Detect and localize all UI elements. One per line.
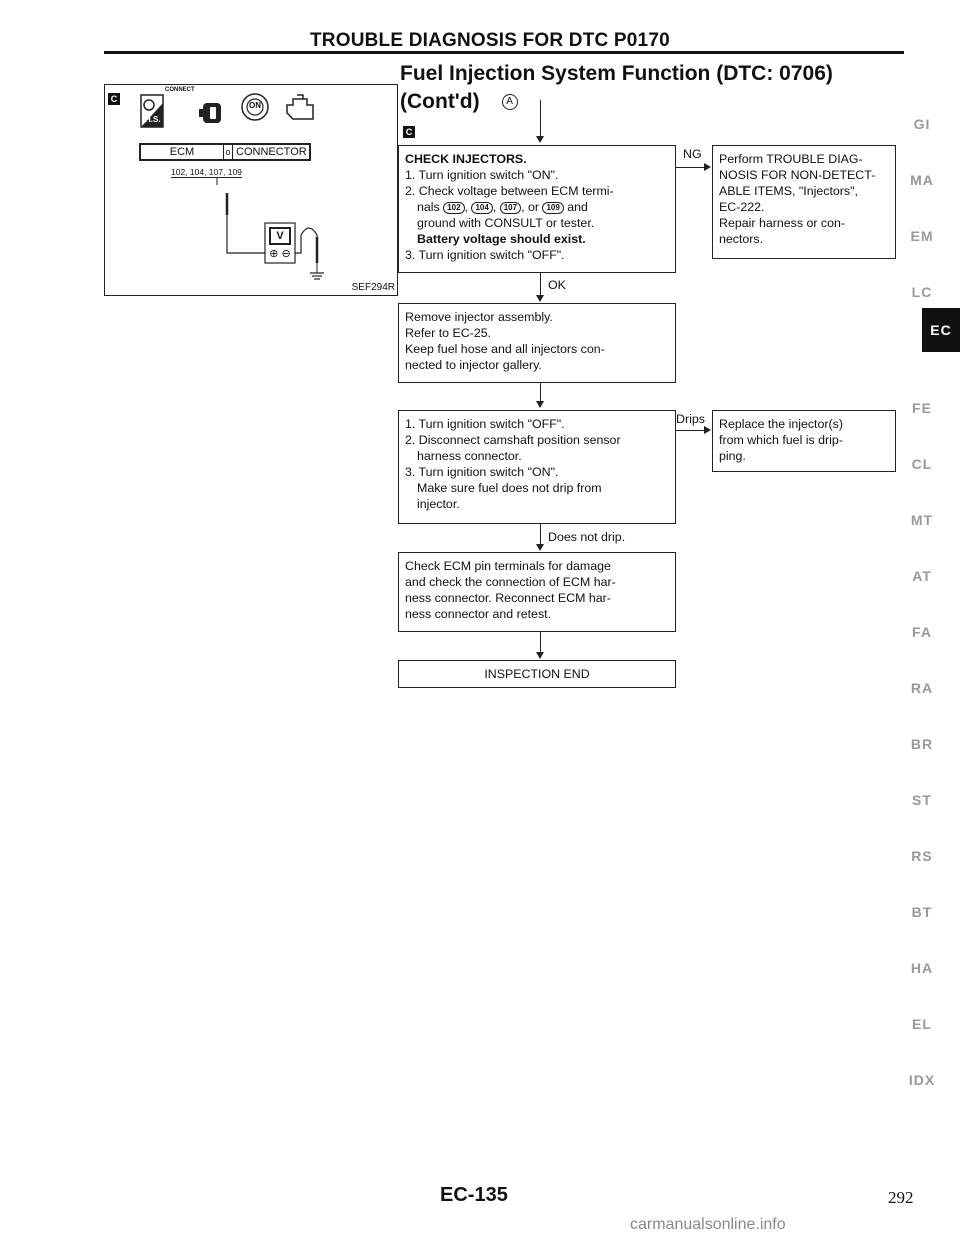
- connector-ref-circle: A: [502, 94, 518, 110]
- figure-code: SEF294R: [351, 282, 395, 293]
- ecm-line-3: ness connector. Reconnect ECM har-: [405, 591, 611, 605]
- flow-line-4: [540, 524, 541, 546]
- section-title: [400, 60, 833, 116]
- index-tab-ha[interactable]: HA: [910, 960, 934, 976]
- figure-pin-list: 102, 104, 107, 109: [171, 167, 242, 177]
- flow-arrow-4: [536, 544, 544, 551]
- flow-arrow-ok: [536, 295, 544, 302]
- flow-line-ok: [540, 273, 541, 297]
- header-rule: [104, 51, 904, 54]
- pin-sep-3: , or: [521, 200, 539, 214]
- check-injectors-title: CHECK INJECTORS.: [405, 152, 527, 166]
- index-tab-em[interactable]: EM: [910, 228, 934, 244]
- ng-connector-line: [676, 167, 706, 168]
- index-tab-br[interactable]: BR: [910, 736, 934, 752]
- index-tab-cl[interactable]: CL: [911, 456, 933, 472]
- check-injectors-box: [398, 145, 676, 273]
- drip-line-1: 1. Turn ignition switch "OFF".: [405, 417, 565, 431]
- pins-prefix: nals: [417, 200, 440, 214]
- index-tab-ec[interactable]: EC: [922, 308, 960, 352]
- section-title-line1: Fuel Injection System Function (DTC: 0706): [400, 62, 833, 85]
- watermark: carmanualsonline.info: [630, 1216, 786, 1233]
- section-title-contd: (Cont'd): [400, 90, 480, 113]
- replace-injector-box: [712, 410, 896, 472]
- drip-line-3: harness connector.: [417, 449, 522, 463]
- diagnosis-figure: [104, 84, 398, 296]
- inspection-end-box: [398, 660, 676, 688]
- check-step-1: 1. Turn ignition switch "ON".: [405, 168, 559, 182]
- ng-line-3: ABLE ITEMS, "Injectors",: [719, 184, 858, 198]
- ecm-line-2: and check the connection of ECM har-: [405, 575, 616, 589]
- figure-wiring: [105, 175, 399, 295]
- drips-label: Drips: [676, 412, 705, 426]
- ng-arrow: [704, 163, 711, 171]
- index-tab-idx[interactable]: IDX: [908, 1072, 936, 1088]
- drip-line-6: injector.: [417, 497, 460, 511]
- replace-line-2: from which fuel is drip-: [719, 433, 843, 447]
- engine-icon: [283, 93, 319, 123]
- index-tab-el[interactable]: EL: [912, 1016, 932, 1032]
- replace-line-1: Replace the injector(s): [719, 417, 843, 431]
- inspection-end-label: INSPECTION END: [484, 667, 590, 681]
- connector-pin-icon: o: [223, 145, 233, 159]
- ok-label: OK: [548, 278, 566, 292]
- replace-line-3: ping.: [719, 449, 746, 463]
- remove-line-4: nected to injector gallery.: [405, 358, 542, 372]
- ng-line-5: Repair harness or con-: [719, 216, 846, 230]
- connector-icon: [197, 97, 229, 129]
- drips-connector-line: [676, 430, 706, 431]
- check-step-2-spec: Battery voltage should exist.: [417, 232, 586, 246]
- drip-line-2: 2. Disconnect camshaft position sensor: [405, 433, 621, 447]
- index-tab-ra[interactable]: RA: [910, 680, 934, 696]
- figure-badge: C: [108, 93, 120, 105]
- flow-arrow-5: [536, 652, 544, 659]
- remove-line-1: Remove injector assembly.: [405, 310, 553, 324]
- ng-line-6: nectors.: [719, 232, 764, 246]
- index-tab-lc[interactable]: LC: [911, 284, 933, 300]
- connect-label: CONNECT: [165, 87, 195, 93]
- pin-109: 109: [542, 202, 563, 214]
- on-label: ON: [249, 101, 261, 110]
- does-not-drip-label: Does not drip.: [548, 530, 626, 544]
- index-tab-fa[interactable]: FA: [912, 624, 932, 640]
- connector-label: CONNECTOR: [236, 146, 307, 158]
- check-step-2-pins: [405, 199, 675, 215]
- ng-line-2: NOSIS FOR NON-DETECT-: [719, 168, 876, 182]
- remove-injector-box: [398, 303, 676, 383]
- pin-102: 102: [443, 202, 464, 214]
- ng-action-box: [712, 145, 896, 259]
- flow-arrow-3: [536, 401, 544, 408]
- index-tab-fe[interactable]: FE: [912, 400, 932, 416]
- index-tab-st[interactable]: ST: [912, 792, 932, 808]
- index-tab-rs[interactable]: RS: [911, 848, 933, 864]
- pins-suffix: and: [567, 200, 588, 214]
- pin-104: 104: [471, 202, 492, 214]
- check-step-2-ground: ground with CONSULT or tester.: [417, 216, 595, 230]
- page-header-title: TROUBLE DIAGNOSIS FOR DTC P0170: [310, 30, 670, 51]
- voltmeter-terminals: ⊕ ⊖: [269, 248, 291, 260]
- index-tab-gi[interactable]: GI: [913, 116, 931, 132]
- drip-line-4: 3. Turn ignition switch "ON".: [405, 465, 559, 479]
- pin-sep-1: ,: [464, 200, 468, 214]
- index-tab-bt[interactable]: BT: [911, 904, 933, 920]
- pin-sep-2: ,: [492, 200, 497, 214]
- flow-line-3: [540, 383, 541, 403]
- index-tab-ma[interactable]: MA: [910, 172, 934, 188]
- index-tab-at[interactable]: AT: [912, 568, 932, 584]
- index-tab-mt[interactable]: MT: [910, 512, 934, 528]
- page-code: EC-135: [440, 1184, 508, 1206]
- drip-test-box: [398, 410, 676, 524]
- drip-line-5: Make sure fuel does not drip from: [417, 481, 602, 495]
- step-badge: C: [403, 126, 415, 138]
- drips-arrow: [704, 426, 711, 434]
- flow-arrow-a: [536, 136, 544, 143]
- ecm-line-4: ness connector and retest.: [405, 607, 552, 621]
- section-title-line2: [400, 88, 833, 116]
- check-step-3: 3. Turn ignition switch "OFF".: [405, 248, 565, 262]
- voltmeter: [265, 223, 295, 263]
- ng-line-1: Perform TROUBLE DIAG-: [719, 152, 863, 166]
- remove-line-2: Refer to EC-25.: [405, 326, 492, 340]
- remove-line-3: Keep fuel hose and all injectors con-: [405, 342, 605, 356]
- voltmeter-label: V: [269, 227, 291, 245]
- check-step-2: 2. Check voltage between ECM termi-: [405, 184, 614, 198]
- ecm-line-1: Check ECM pin terminals for damage: [405, 559, 611, 573]
- flow-line-a: [540, 100, 541, 136]
- pin-107: 107: [500, 202, 521, 214]
- ecm-label: ECM: [169, 146, 195, 158]
- ng-line-4: EC-222.: [719, 200, 765, 214]
- flow-line-5: [540, 632, 541, 654]
- ng-label: NG: [683, 147, 702, 161]
- ecm-connector-frame: [139, 143, 311, 161]
- hs-label: H.S.: [145, 115, 161, 124]
- page-number: 292: [888, 1188, 914, 1207]
- check-ecm-box: [398, 552, 676, 632]
